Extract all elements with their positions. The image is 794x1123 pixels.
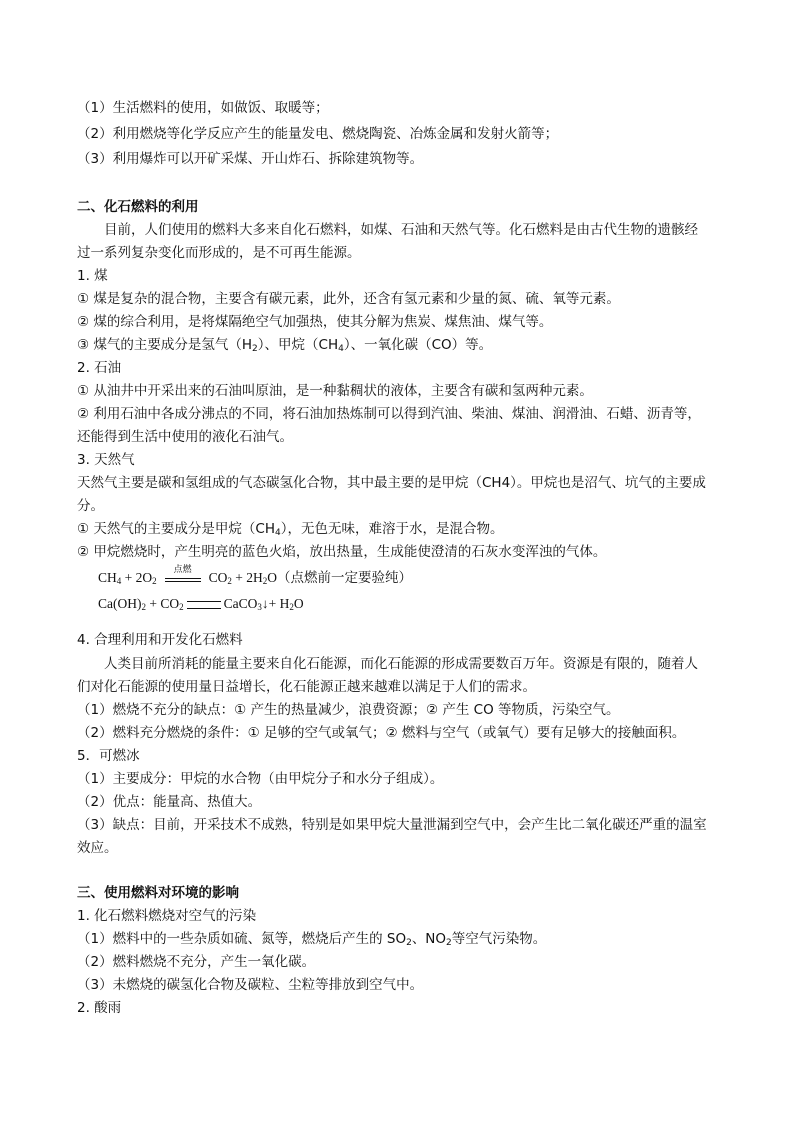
rational-use-para-line-1: 人类目前所消耗的能量主要来自化石能源，而化石能源的形成需要数百万年。资源是有限的，随着人	[104, 656, 698, 672]
rational-use-para-line-2: 们对化石能源的使用量日益增长，化石能源正越来越难以满足于人们的需求。	[77, 679, 536, 695]
eq1-right-a: CO	[208, 570, 228, 585]
eq1-reaction-arrow	[163, 564, 203, 589]
air-pollution-item-1-sub-1: 2	[406, 938, 412, 948]
oil-point-2-line-1: ② 利用石油中各成分沸点的不同，将石油加热炼制可以得到汽油、柴油、煤油、润滑油、石蜡、沥青等，	[77, 406, 701, 422]
eq2-right-c: O	[293, 596, 304, 611]
section-heading-fossil-fuels: 二、化石燃料的利用	[77, 199, 199, 215]
eq1-right-b: + 2H	[231, 570, 263, 585]
air-pollution-item-1-text-b: 、NO	[411, 931, 447, 947]
coal-point-3-sub-2: 4	[338, 344, 344, 354]
eq2-left-sub: 2	[141, 602, 146, 612]
eq1-left-sub-2: 2	[152, 576, 157, 586]
coal-point-3	[77, 334, 492, 357]
gas-point-1-text-a: ① 天然气的主要成分是甲烷（CH	[77, 521, 275, 537]
oil-point-1: ① 从油井中开采出来的石油叫原油，是一种黏稠状的液体，主要含有碳和氢两种元素。	[77, 383, 593, 399]
air-pollution-item-1-sub-2: 2	[446, 938, 452, 948]
eq1-left-a: CH	[98, 570, 117, 585]
gas-intro-line-2: 分。	[77, 498, 104, 514]
oil-title: 2. 石油	[77, 360, 122, 376]
eq2-left-a: Ca(OH)	[98, 596, 142, 611]
eq1-left-b: + 2O	[121, 570, 153, 585]
rational-use-item-2: （2）燃料充分燃烧的条件：① 足够的空气或氧气；② 燃料与空气（或氧气）要有足够大的接触面积。	[77, 725, 686, 741]
coal-point-1: ① 煤是复杂的混合物，主要含有碳元素，此外，还含有氢元素和少量的氮、硫、氧等元素。	[77, 291, 620, 307]
gas-point-1-sub: 4	[274, 528, 281, 538]
eq1-left-sub: 4	[116, 576, 122, 586]
air-pollution-item-3: （3）未燃烧的碳氢化合物及碳粒、尘粒等排放到空气中。	[77, 977, 424, 993]
air-pollution-item-2: （2）燃料燃烧不充分，产生一氧化碳。	[77, 954, 316, 970]
section-heading-environment: 三、使用燃料对环境的影响	[77, 885, 239, 901]
acid-rain-title: 2. 酸雨	[77, 1000, 122, 1016]
gas-point-1	[77, 518, 503, 541]
eq2-equals-sign	[187, 601, 221, 609]
fuel-use-item-3: （3）利用爆炸可以开矿采煤、开山炸石、拆除建筑物等。	[77, 151, 424, 167]
coal-point-3-text-a: ③ 煤气的主要成分是氢气（H	[77, 337, 253, 353]
eq1-right-sub: 2	[227, 576, 232, 586]
coal-point-3-text-c: ）、一氧化碳（CO）等。	[343, 337, 493, 353]
eq1-right-sub-2: 2	[262, 576, 268, 586]
combustible-ice-title: 5．可燃冰	[77, 748, 140, 764]
fuel-use-item-2: （2）利用燃烧等化学反应产生的能量发电、燃烧陶瓷、冶炼金属和发射火箭等；	[77, 126, 559, 142]
eq2-left-b: + CO	[146, 596, 180, 611]
fossil-intro-line-1: 目前，人们使用的燃料大多来自化石燃料，如煤、石油和天然气等。化石燃料是由古代生物的遗骸经	[104, 222, 698, 238]
eq2-right-sub-2: 2	[289, 602, 294, 612]
gas-point-1-text-b: ），无色无味，难溶于水，是混合物。	[280, 521, 504, 537]
coal-point-3-sub-1: 2	[252, 344, 258, 354]
combustible-ice-item-2: （2）优点：能量高、热值大。	[77, 794, 262, 810]
rational-use-item-1: （1）燃烧不充分的缺点：① 产生的热量减少，浪费资源；② 产生 CO 等物质，污染空气。	[77, 702, 620, 718]
air-pollution-item-1-text-c: 等空气污染物。	[451, 931, 547, 947]
fossil-intro-line-2: 过一系列复杂变化而形成的，是不可再生能源。	[77, 245, 361, 261]
air-pollution-title: 1. 化石燃料燃烧对空气的污染	[77, 908, 257, 924]
eq1-right-c: O（点燃前一定要验纯）	[267, 570, 413, 585]
air-pollution-item-1-text-a: （1）燃料中的一些杂质如硫、氮等，燃烧后产生的 SO	[77, 931, 407, 947]
combustible-ice-item-3-line-1: （3）缺点：目前，开采技术不成熟，特别是如果甲烷大量泄漏到空气中，会产生比二氧化碳还严重的温室	[77, 817, 707, 833]
air-pollution-item-1	[77, 928, 546, 951]
coal-point-3-text-b: ）、甲烷（CH	[257, 337, 339, 353]
eq2-right-b: ↓+ H	[261, 596, 290, 611]
equation-limewater	[98, 592, 304, 615]
eq2-right-sub: 3	[257, 602, 262, 612]
coal-point-2: ② 煤的综合利用，是将煤隔绝空气加强热，使其分解为焦炭、煤焦油、煤气等。	[77, 314, 553, 330]
gas-intro-line-1: 天然气主要是碳和氢组成的气态碳氢化合物，其中最主要的是甲烷（CH4）。甲烷也是沼气、坑气的主要成	[77, 475, 706, 491]
rational-use-title: 4. 合理利用和开发化石燃料	[77, 632, 243, 648]
equation-methane-combustion	[98, 566, 412, 589]
coal-title: 1. 煤	[77, 268, 108, 284]
eq1-condition: 点燃	[173, 564, 192, 575]
gas-title: 3. 天然气	[77, 452, 135, 468]
fuel-use-item-1: （1）生活燃料的使用，如做饭、取暖等；	[77, 100, 329, 116]
oil-point-2-line-2: 还能得到生活中使用的液化石油气。	[77, 429, 293, 445]
combustible-ice-item-3-line-2: 效应。	[77, 840, 118, 856]
combustible-ice-item-1: （1）主要成分：甲烷的水合物（由甲烷分子和水分子组成）。	[77, 771, 444, 787]
gas-point-2: ② 甲烷燃烧时，产生明亮的蓝色火焰，放出热量，生成能使澄清的石灰水变浑浊的气体。	[77, 544, 607, 560]
eq2-right-a: CaCO	[223, 596, 258, 611]
eq2-left-sub-2: 2	[179, 602, 184, 612]
